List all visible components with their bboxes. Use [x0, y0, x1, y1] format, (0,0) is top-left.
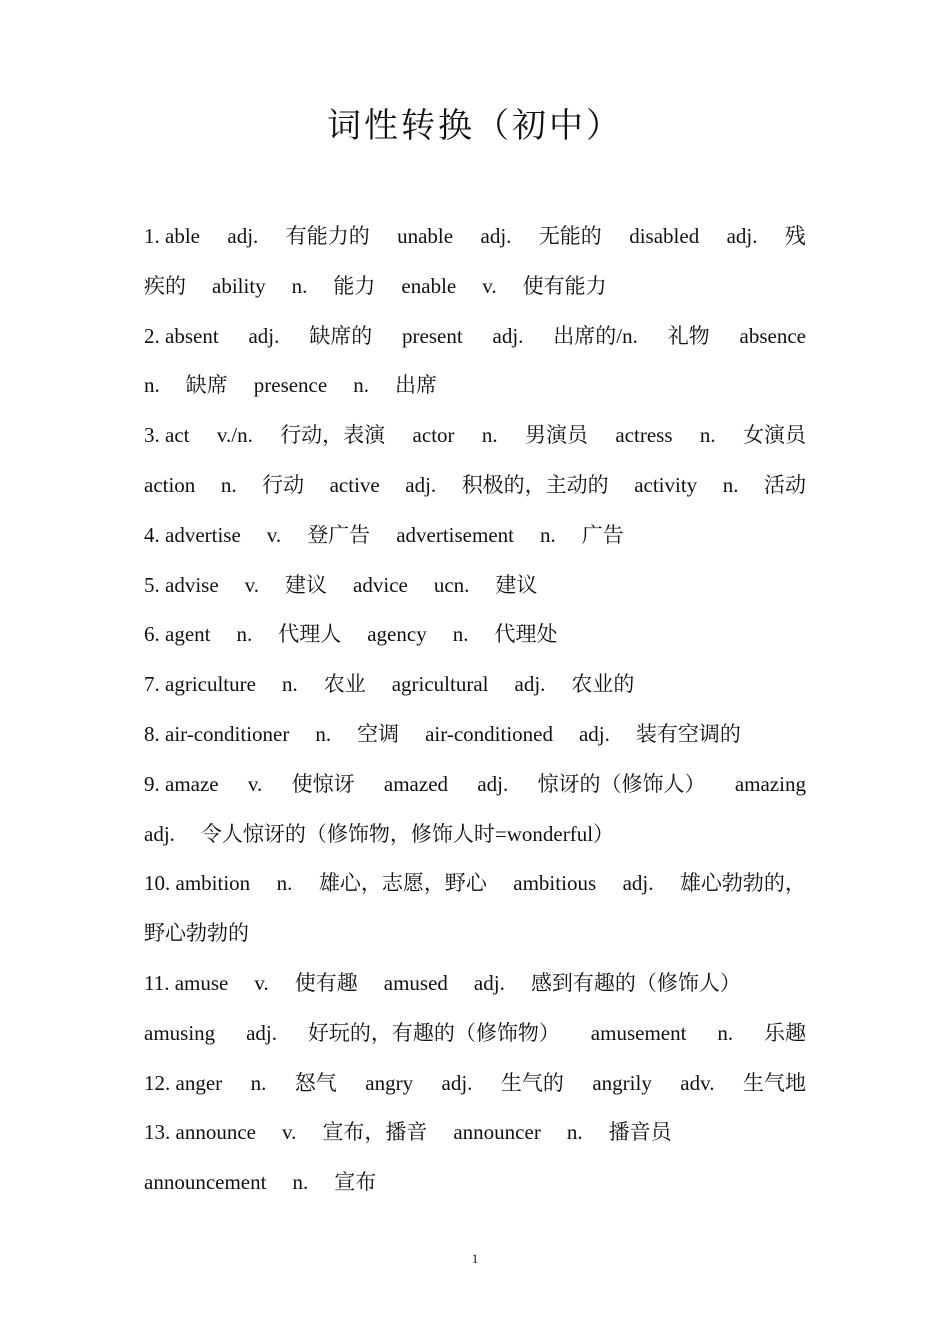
word-token: 好玩的，有趣的（修饰物） [307, 1020, 560, 1045]
word-token: air-conditioned [425, 721, 553, 746]
word-token: 宣布 [334, 1170, 377, 1195]
word-token: action [144, 472, 196, 497]
text-line [144, 314, 806, 364]
text-line [144, 612, 806, 662]
word-token: 出席 [394, 373, 437, 398]
word-token: 活动 [763, 472, 806, 497]
word-token: 代理处 [494, 622, 558, 647]
word-token: unable [397, 224, 454, 248]
word-token: n. [353, 373, 369, 398]
text-line [144, 662, 806, 712]
word-token: actor [412, 423, 455, 448]
word-token: 使惊讶 [291, 771, 355, 796]
word-token: 礼物 [667, 323, 710, 348]
text-line [144, 911, 806, 961]
word-token: announcement [144, 1170, 267, 1195]
word-token: 疾的 [144, 273, 186, 298]
text-line [144, 1011, 806, 1061]
word-token: present [402, 323, 463, 348]
word-token: amazing [734, 771, 806, 796]
word-token: v. [247, 771, 263, 796]
word-token: agency [367, 622, 427, 647]
word-token: absence [739, 323, 806, 348]
word-token: 惊讶的（修饰人） [537, 771, 706, 796]
word-token: amusement [590, 1020, 687, 1045]
word-token: n. [291, 273, 308, 298]
word-token: 11. amuse [144, 970, 229, 995]
word-token: adj. [441, 1070, 473, 1095]
word-token: 2. absent [144, 323, 219, 348]
word-token: 使有能力 [522, 273, 607, 298]
word-token: 代理人 [278, 622, 342, 647]
word-token: 男演员 [525, 423, 588, 448]
word-token: n. [481, 423, 498, 448]
word-token: adj. [492, 323, 524, 348]
text-line [144, 961, 806, 1011]
word-token: ability [212, 273, 266, 298]
word-token: 能力 [333, 273, 376, 298]
word-token: n. [292, 1170, 309, 1195]
word-token: 播音员 [608, 1120, 672, 1145]
word-token: 行动 [262, 472, 305, 497]
text-line [144, 762, 806, 812]
word-token: 广告 [581, 522, 624, 547]
word-token: 建议 [495, 572, 538, 597]
word-token: 无能的 [538, 224, 602, 248]
text-line [144, 214, 806, 264]
text-line [144, 812, 806, 862]
word-token: 女演员 [742, 423, 806, 448]
word-token: activity [634, 472, 698, 497]
word-token: n. [699, 423, 716, 448]
word-token: n. [566, 1120, 583, 1145]
word-token: 残 [784, 224, 806, 248]
word-token: v. [254, 970, 269, 995]
word-token: adj. [248, 323, 280, 348]
word-token: active [329, 472, 380, 497]
word-token: 缺席的 [309, 323, 373, 348]
word-token: n. [722, 472, 739, 497]
word-token: 装有空调的 [635, 721, 741, 746]
word-token: n. [717, 1020, 734, 1045]
word-token: 建议 [285, 572, 328, 597]
word-token: 8. air-conditioner [144, 721, 290, 746]
word-token: v. [482, 273, 497, 298]
word-token: n. [144, 373, 160, 398]
word-token: adj. [514, 672, 546, 697]
word-token: 出席的/n. [553, 323, 638, 348]
word-token: 4. advertise [144, 522, 241, 547]
word-token: 3. act [144, 423, 190, 448]
word-token: 有能力的 [285, 224, 370, 248]
text-line [144, 463, 806, 513]
word-token: adj. [405, 472, 437, 497]
word-token: 令人惊讶的（修饰物，修饰人时=wonderful） [200, 821, 615, 846]
word-token: angrily [592, 1070, 652, 1095]
word-token: adj. [477, 771, 509, 796]
word-token: 雄心，志愿，野心 [318, 871, 487, 896]
word-token: ambitious [513, 871, 597, 896]
text-line [144, 563, 806, 613]
word-token: amusing [144, 1020, 216, 1045]
word-token: 7. agriculture [144, 672, 256, 697]
word-token: 空调 [357, 721, 400, 746]
word-token: advice [353, 572, 408, 597]
word-token: 雄心勃勃的， [679, 871, 806, 896]
text-line [144, 1160, 806, 1210]
word-token: presence [253, 373, 328, 398]
word-token: adj. [480, 224, 512, 248]
word-token: 12. anger [144, 1070, 223, 1095]
word-token: 生气地 [742, 1070, 806, 1095]
word-token: 13. announce [144, 1120, 256, 1145]
word-token: adj. [726, 224, 758, 248]
word-token: 乐趣 [764, 1020, 806, 1045]
word-token: advertisement [396, 522, 514, 547]
text-line [144, 1110, 806, 1160]
word-token: 怒气 [294, 1070, 337, 1095]
word-token: 登广告 [307, 522, 371, 547]
word-token: 6. agent [144, 622, 211, 647]
word-token: adv. [680, 1070, 715, 1095]
text-line [144, 861, 806, 911]
word-token: amused [383, 970, 448, 995]
word-token: ucn. [433, 572, 470, 597]
word-token: adj. [144, 821, 175, 846]
word-token: 10. ambition [144, 871, 251, 896]
text-line [144, 264, 806, 314]
word-token: n. [452, 622, 469, 647]
word-token: n. [276, 871, 293, 896]
word-token: n. [539, 522, 556, 547]
word-token: 野心勃勃的 [144, 921, 249, 946]
word-token: amazed [383, 771, 449, 796]
word-token: v. [281, 1120, 297, 1145]
page-number: 1 [471, 1251, 479, 1266]
word-token: n. [250, 1070, 267, 1095]
word-token: actress [615, 423, 673, 448]
text-line [144, 1061, 806, 1111]
text-line [144, 363, 806, 413]
word-token: v. [266, 522, 282, 547]
word-token: v. [244, 572, 260, 597]
word-token: n. [315, 721, 332, 746]
word-token: 9. amaze [144, 771, 219, 796]
word-token: 1. able [144, 224, 200, 248]
word-token: angry [365, 1070, 414, 1095]
word-token: 使有趣 [294, 970, 358, 995]
word-token: 农业 [323, 672, 366, 697]
word-token: adj. [227, 224, 259, 248]
word-token: 行动，表演 [280, 423, 386, 448]
word-token: enable [401, 273, 457, 298]
text-line [144, 513, 806, 563]
word-token: n. [236, 622, 253, 647]
word-token: announcer [453, 1120, 541, 1145]
word-token: adj. [622, 871, 654, 896]
word-token: v./n. [216, 423, 253, 448]
word-token: 宣布，播音 [322, 1120, 428, 1145]
word-token: n. [281, 672, 298, 697]
word-token: adj. [578, 721, 610, 746]
word-token: 5. advise [144, 572, 219, 597]
word-token: 缺席 [185, 373, 228, 398]
word-token: adj. [473, 970, 505, 995]
word-token: 积极的，主动的 [461, 472, 609, 497]
text-line [144, 413, 806, 463]
word-token: agricultural [391, 672, 489, 697]
word-token: 感到有趣的（修饰人） [530, 970, 741, 995]
word-token: n. [220, 472, 237, 497]
word-token: disabled [629, 224, 700, 248]
word-token: 农业的 [571, 672, 635, 697]
word-token: adj. [246, 1020, 277, 1045]
vocabulary-list [144, 214, 806, 1210]
word-token: 生气的 [500, 1070, 564, 1095]
page-title: 词性转换（初中） [327, 108, 623, 145]
text-line [144, 712, 806, 762]
